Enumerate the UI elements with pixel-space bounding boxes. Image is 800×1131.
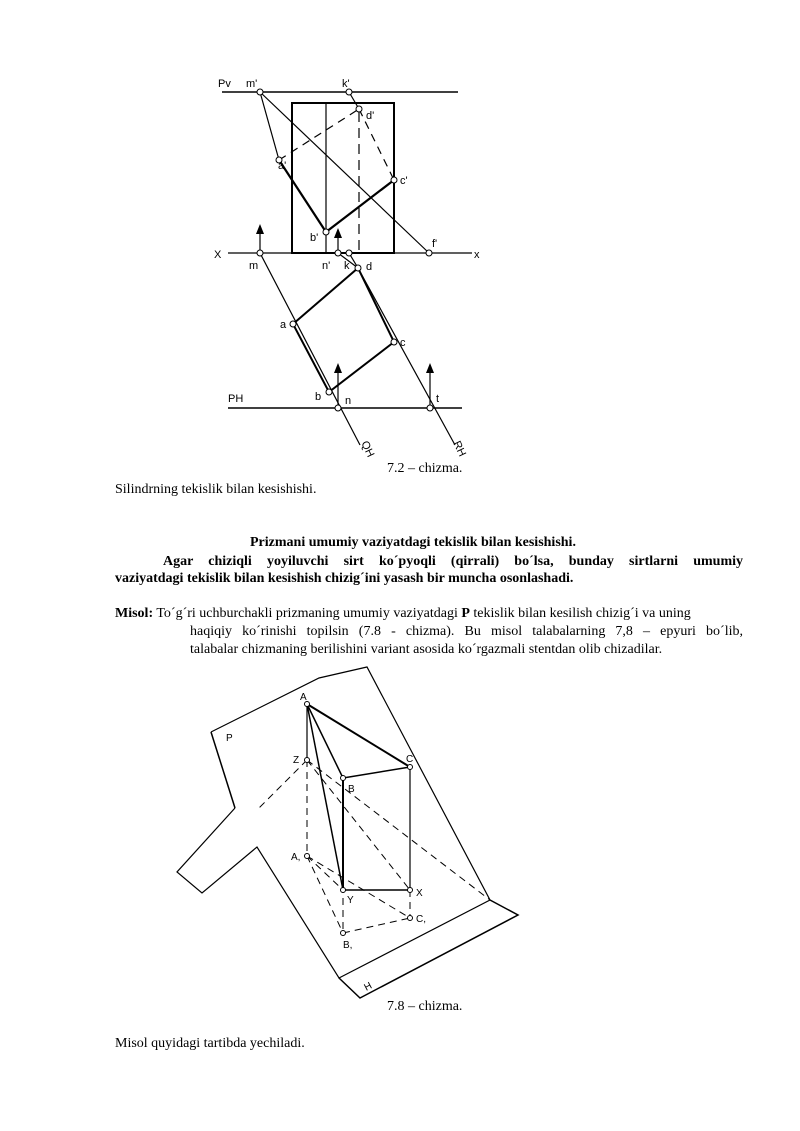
misol-text-pre: To´g´ri uchburchakli prizmaning umumiy vaziyatdagi bbox=[156, 606, 458, 621]
label-f-prime: f' bbox=[432, 238, 438, 250]
figure-7-2-drawing bbox=[0, 0, 800, 470]
label-x-left: X bbox=[214, 249, 222, 261]
label-ph: PH bbox=[228, 393, 244, 405]
paragraph-1-line-1-text: Agar chiziqli yoyiluvchi sirt ko´pyoqli (qirrali) bo´lsa, bunday sirtlarni umumiy bbox=[163, 554, 743, 569]
label-C: C bbox=[406, 754, 414, 765]
misol-line-1 bbox=[115, 605, 743, 623]
label-H: H bbox=[362, 980, 375, 994]
closing-text: Misol quyidagi tartibda yechiladi. bbox=[115, 1036, 305, 1051]
label-d: d bbox=[366, 261, 373, 273]
label-pv: Pv bbox=[218, 78, 231, 90]
label-B1: B, bbox=[343, 940, 353, 951]
figure-7-2-caption: 7.2 – chizma. bbox=[387, 461, 463, 476]
text-silindr: Silindrning tekislik bilan kesishishi. bbox=[115, 482, 317, 497]
label-B: B bbox=[348, 784, 355, 795]
figure-7-2 bbox=[0, 0, 800, 470]
misol-line-3: talabalar chizmaning berilishini variant asosida ko´rgazmali stentdan olib chizadilar. bbox=[190, 642, 663, 657]
paragraph-1-line-1 bbox=[163, 553, 743, 571]
label-t: t bbox=[436, 393, 440, 405]
label-k: k bbox=[344, 260, 350, 272]
label-a: a bbox=[280, 319, 287, 331]
label-X: X bbox=[416, 888, 423, 899]
label-rh: RH bbox=[450, 439, 468, 459]
label-x-right: x bbox=[474, 249, 480, 261]
label-c: c bbox=[400, 337, 406, 349]
label-n: n bbox=[345, 395, 352, 407]
figure-7-8-caption: 7.8 – chizma. bbox=[387, 999, 463, 1014]
misol-label: Misol: bbox=[115, 606, 154, 621]
label-C1: C, bbox=[416, 914, 426, 925]
label-m-prime: m' bbox=[246, 78, 258, 90]
misol-plane-p: P bbox=[461, 606, 470, 621]
label-d-prime: d' bbox=[366, 110, 375, 122]
misol-line-2-text: haqiqiy ko´rinishi topilsin (7.8 - chizma). Bu misol talabalarning 7,8 – epyuri bo´lib, bbox=[190, 624, 743, 639]
label-k-prime: k' bbox=[342, 78, 350, 90]
label-n-prime: n' bbox=[322, 260, 331, 272]
label-a-prime: a' bbox=[278, 160, 287, 172]
label-c-prime: c' bbox=[400, 175, 408, 187]
figure-7-8-drawing bbox=[0, 660, 800, 1000]
label-qh: QH bbox=[358, 439, 377, 460]
misol-line-2 bbox=[190, 623, 743, 641]
label-Y: Y bbox=[347, 895, 354, 906]
label-b: b bbox=[315, 391, 322, 403]
label-Z: Z bbox=[293, 755, 300, 766]
label-plane-p: P bbox=[226, 733, 233, 744]
misol-text-post: tekislik bilan kesilish chizig´i va uning bbox=[473, 606, 691, 621]
label-b-prime: b' bbox=[310, 232, 319, 244]
figure-7-8 bbox=[0, 660, 800, 1000]
label-m: m bbox=[249, 260, 259, 272]
label-A: A bbox=[300, 692, 307, 703]
paragraph-1-line-2: vaziyatdagi tekislik bilan kesishish chizig´ini yasash bir muncha osonlashadi. bbox=[115, 571, 574, 586]
section-heading: Prizmani umumiy vaziyatdagi tekislik bilan kesishishi. bbox=[250, 535, 576, 550]
label-A1: A, bbox=[291, 852, 301, 863]
